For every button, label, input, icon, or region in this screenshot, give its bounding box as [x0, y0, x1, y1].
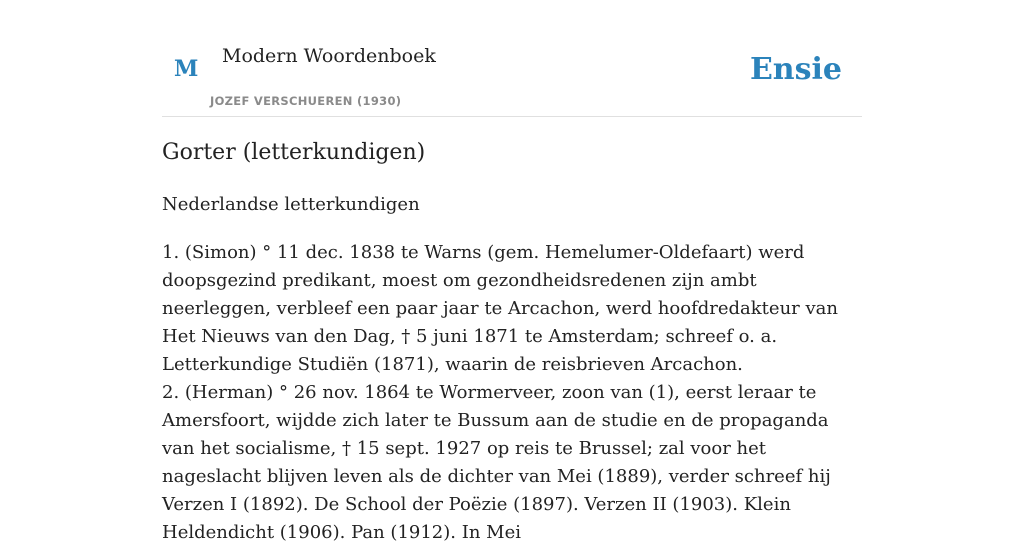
- entry-subtitle: Nederlandse letterkundigen: [162, 194, 420, 215]
- book-logo[interactable]: M: [174, 56, 199, 82]
- entry-paragraph-1: 1. (Simon) ° 11 dec. 1838 te Warns (gem. Hemelumer-Oldefaart) werd doopsgezind predikant, moest om gezondheidsredenen zijn ambt neerleggen, verbleef een paar jaar te Arcachon, werd hoofdredakteur van Het Nieuws van den Dag, † 5 juni 1871 te Amsterdam; schreef o. a. Letterkundige Studiën (1871), waarin de reisbrieven Arcachon.: [162, 242, 838, 375]
- entry-paragraph-2: 2. (Herman) ° 26 nov. 1864 te Wormerveer, zoon van (1), eerst leraar te Amersfoort, wijdde zich later te Bussum aan de studie en de propaganda van het socialisme, † 15 sept. 1927 op reis te Brussel; zal voor het nageslacht blijven leven als de dichter van Mei (1889), verder schreef hij Verzen I (1892). De School der Poëzie (1897). Verzen II (1903). Klein Heldendicht (1906). Pan (1912). In Mei: [162, 382, 831, 543]
- ensie-logo-link[interactable]: Ensie: [749, 52, 842, 87]
- header: [162, 0, 862, 117]
- page: [162, 0, 862, 543]
- entry-title: Gorter (letterkundigen): [162, 140, 426, 165]
- author-label: JOZEF VERSCHUEREN (1930): [210, 94, 402, 108]
- book-title-link[interactable]: Modern Woordenboek: [222, 45, 436, 67]
- entry-body: [162, 239, 862, 547]
